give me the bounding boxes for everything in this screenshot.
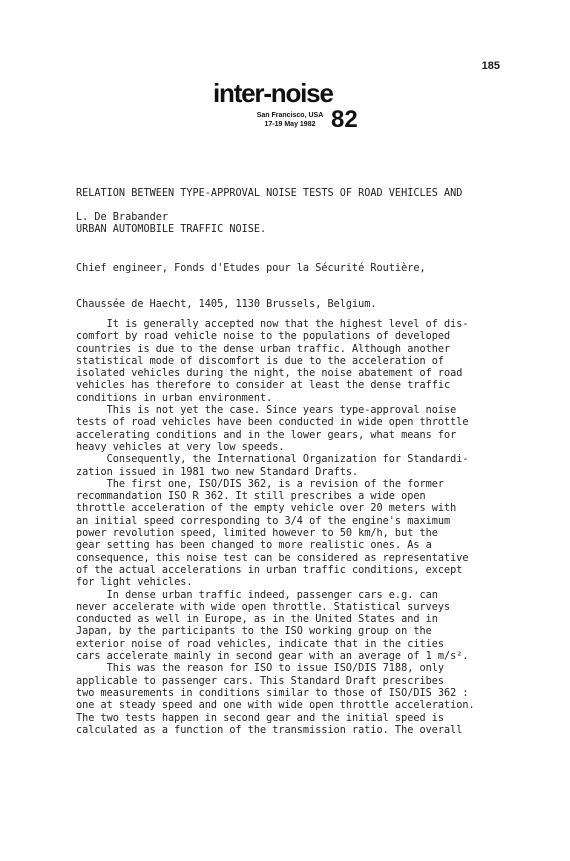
body-line: conditions in urban environment. <box>76 392 273 404</box>
body-line: The first one, ISO/DIS 362, is a revision of the former <box>76 478 445 490</box>
body-line: one at steady speed and one with wide open throttle acceleration. <box>76 700 475 712</box>
body-line: never accelerate with wide open throttle. Statistical surveys <box>76 601 451 613</box>
body-line: exterior noise of road vehicles, indicate that in the cities <box>76 638 445 650</box>
body-line: recommandation ISO R 362. It still prescribes a wide open <box>76 491 426 503</box>
body-line: The two tests happen in second gear and the initial speed is <box>76 712 445 724</box>
body-line: isolated vehicles during the night, the noise abatement of road <box>76 368 463 380</box>
body-line: vehicles has therefore to consider at least the dense traffic <box>76 380 451 392</box>
body-line: This is not yet the case. Since years type-approval noise <box>76 405 457 417</box>
paper-title <box>76 163 462 249</box>
body-line: heavy vehicles at very low speeds. <box>76 441 285 453</box>
title-line-2: URBAN AUTOMOBILE TRAFFIC NOISE. <box>76 224 267 236</box>
author-name: L. De Brabander <box>76 212 169 223</box>
body-line: Japan, by the participants to the ISO working group on the <box>76 626 432 638</box>
logo-place-line1: San Francisco, USA <box>256 112 324 119</box>
affiliation-line-2: Chaussée de Haecht, 1405, 1130 Brussels, Belgium. <box>76 299 377 311</box>
body-line: This was the reason for ISO to issue ISO/DIS 7188, only <box>76 663 445 675</box>
body-line: tests of road vehicles have been conducted in wide open throttle <box>76 417 469 429</box>
logo-wordmark: inter-noise <box>213 78 333 108</box>
body-line: countries is due to the dense urban traffic. Although another <box>76 343 451 355</box>
body-line: In dense urban traffic indeed, passenger cars e.g. can <box>76 589 438 601</box>
logo-year: 82 <box>331 106 358 133</box>
body-line: throttle acceleration of the empty vehicle over 20 meters with <box>76 503 457 515</box>
body-text <box>76 319 475 737</box>
body-line: conducted as well in Europe, as in the United States and in <box>76 614 438 626</box>
affiliation-line-1: Chief engineer, Fonds d'Etudes pour la Sécurité Routière, <box>76 262 426 274</box>
body-line: gear setting has been changed to more realistic ones. As a <box>76 540 432 552</box>
body-line: consequence, this noise test can be considered as representative <box>76 552 469 564</box>
body-line: two measurements in conditions similar to those of ISO/DIS 362 : <box>76 687 469 699</box>
body-line: of the actual accelerations in urban traffic conditions, except <box>76 564 463 576</box>
body-line: power revolution speed, limited however to 50 km/h, but the <box>76 528 438 540</box>
body-line: statistical mode of discomfort is due to the acceleration of <box>76 355 445 367</box>
body-line: an initial speed corresponding to 3/4 of the engine's maximum <box>76 515 451 527</box>
body-line: calculated as a function of the transmission ratio. The overall <box>76 724 463 736</box>
title-line-1: RELATION BETWEEN TYPE-APPROVAL NOISE TESTS OF ROAD VEHICLES AND <box>76 187 463 199</box>
logo-place-line2: 17-19 May 1982 <box>264 121 316 128</box>
page-number: 185 <box>481 60 500 72</box>
body-line: accelerating conditions and in the lower gears, what means for <box>76 429 457 441</box>
body-line: zation issued in 1981 two new Standard Drafts. <box>76 466 359 478</box>
body-line: comfort by road vehicle noise to the populations of developed <box>76 331 451 343</box>
body-line: applicable to passenger cars. This Standard Draft prescribes <box>76 675 445 687</box>
author-affiliation <box>76 238 426 324</box>
conference-logo <box>213 80 363 140</box>
body-line: It is generally accepted now that the highest level of dis- <box>76 319 469 330</box>
body-line: for light vehicles. <box>76 577 193 589</box>
body-line: cars accelerate mainly in second gear with an average of 1 m/s². <box>76 651 469 663</box>
body-line: Consequently, the International Organization for Standardi- <box>76 454 469 466</box>
logo-place <box>247 111 333 129</box>
